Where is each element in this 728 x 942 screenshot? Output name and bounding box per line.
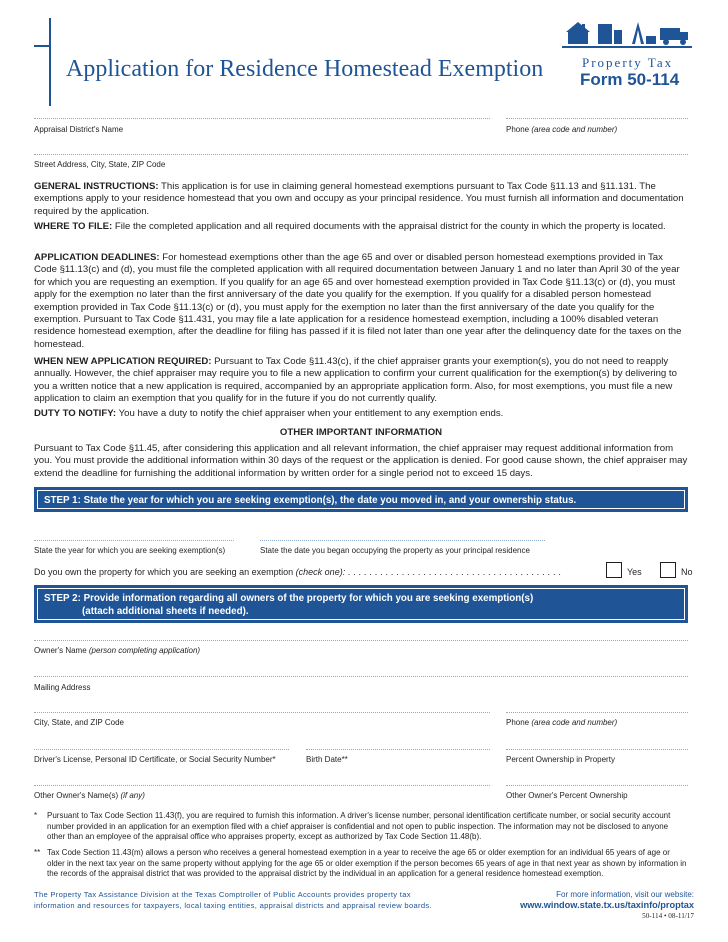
step1-heading: STEP 1: State the year for which you are seeking exemption(s), the date you moved in, and your ownership status. xyxy=(37,490,685,509)
step2-heading xyxy=(37,588,685,620)
exemption-year-line[interactable] xyxy=(34,540,234,541)
move-in-date-label: State the date you began occupying the property as your principal residence xyxy=(260,546,530,555)
footnote-2-mark: ** xyxy=(34,848,41,857)
ownership-yes-label: Yes xyxy=(627,567,642,577)
step2-heading-line2: (attach additional sheets if needed). xyxy=(82,606,249,617)
license-number-label: Driver's License, Personal ID Certificate, or Social Security Number* xyxy=(34,755,276,764)
application-deadlines: APPLICATION DEADLINES: For homestead exemptions other than the age 65 and over or disabled person homestead exemptions provided in Tax Code §11.13(c) and (d), you must file the completed application with all required documentation between January 1 and no later than April 30 of the year for which you are requesting an exemption. If you qualify for an age 65 and over homestead exemption provided in Tax Code §11.13(c) or (d), you must apply for the exemption no later than the first anniversary of the date you qualify for the exemption. If you qualify for a disabled person homestead exemption provided in Tax Code §11.13(c) or (d), you must apply for the exemption no later than the first anniversary of the date you qualify for the exemption. Pursuant to Tax Code §11.431, you may file a late application for a residence homestead exemption, including a 100% disabled veteran residence homestead exemption, after the deadline for filing has passed if it is filed not later than one year after the delinquency date for the taxes on the homestead. xyxy=(34,252,682,350)
duty-to-notify: DUTY TO NOTIFY: You have a duty to notify the chief appraiser when your entitlement to any exemption ends. xyxy=(34,408,504,419)
other-info-heading: OTHER IMPORTANT INFORMATION xyxy=(279,427,443,438)
footer-website xyxy=(520,889,694,911)
ownership-yes-checkbox[interactable] xyxy=(606,562,622,578)
other-owner-percent-label: Other Owner's Percent Ownership xyxy=(506,791,628,800)
footnote-2: Tax Code Section 11.43(m) allows a person who receives a general homestead exemption in a year to receive the age 65 or older exemption for an individual 65 years of age or older in the next tax year on the same property without applying for the age 65 or older exemption if the person becomes 65 years of age in that next year as shown by information in the records of the appraisal district that was provided to the appraisal district by the individual in an application for a general residence homestead exemption. xyxy=(47,848,687,878)
footer-left-line1: The Property Tax Assistance Division at the Texas Comptroller of Public Accounts provides property tax xyxy=(34,890,411,899)
owner-phone-label: Phone (area code and number) xyxy=(506,718,618,727)
other-owner-names-line[interactable] xyxy=(34,785,490,786)
ownership-question: Do you own the property for which you are seeking an exemption (check one): . . . . . . . . . . . . . . . . . . . . . . . . . . . . . . . . . . . . . . . . xyxy=(34,567,562,577)
owner-name-label: Owner's Name (person completing application) xyxy=(34,646,201,655)
page-title: Application for Residence Homestead Exemption xyxy=(66,56,544,82)
other-owner-percent-line[interactable] xyxy=(506,785,688,786)
form-number: Form 50-114 xyxy=(580,70,680,89)
footer-left-line2: information and resources for taxpayers, local taxing entities, appraisal districts and appraisal review boards. xyxy=(34,901,432,910)
district-name-label: Appraisal District's Name xyxy=(34,125,124,134)
website-link[interactable]: www.window.state.tx.us/taxinfo/proptax xyxy=(520,900,694,910)
footnote-1-mark: * xyxy=(34,811,38,820)
step2-bar xyxy=(34,585,688,623)
category-label: Property Tax xyxy=(582,55,674,70)
property-skyline-icon xyxy=(562,16,692,50)
license-number-line[interactable] xyxy=(34,749,289,750)
other-owner-names-label: Other Owner's Name(s) (if any) xyxy=(34,791,145,800)
owner-name-line[interactable] xyxy=(34,640,688,641)
new-application-required: WHEN NEW APPLICATION REQUIRED: Pursuant to Tax Code §11.43(c), if the chief appraiser grants your exemption(s), you do not need to reapply annually. However, the chief appraiser may require you to file a new application to confirm your current qualification for the exemption(s) by delivering to you a written notice that a new application is required, accompanied by an appropriate application form. Also, for most exemptions, you must file a new application to claim an exemption that you qualify for in the future if you do not currently qualify. xyxy=(34,356,677,405)
footer-right-line1: For more information, visit our website: xyxy=(556,890,694,899)
ownership-no-label: No xyxy=(681,567,693,577)
step2-heading-line1: STEP 2: Provide information regarding all owners of the property for which you are seeking exemption(s) xyxy=(44,593,534,604)
move-in-date-line[interactable] xyxy=(260,540,545,541)
footer-division-info xyxy=(34,889,432,911)
city-state-zip-label: City, State, and ZIP Code xyxy=(34,718,124,727)
percent-ownership-label: Percent Ownership in Property xyxy=(506,755,615,764)
birth-date-line[interactable] xyxy=(306,749,490,750)
exemption-year-label: State the year for which you are seeking exemption(s) xyxy=(34,546,226,555)
other-info-body: Pursuant to Tax Code §11.45, after considering this application and all relevant information, the chief appraiser may request additional information from you. You must provide the additional information within 30 days of the request or the application is denied. For good cause shown, the chief appraiser may extend the deadline for furnishing the additional information by written order for a single period not to exceed 15 days. xyxy=(34,443,688,479)
percent-ownership-line[interactable] xyxy=(506,749,688,750)
footnote-1: Pursuant to Tax Code Section 11.43(f), you are required to furnish this information. A driver's license number, personal identification certificate number, or social security account number provided in an application for an exemption filed with a chief appraiser is confidential and not open to public inspection. The information may not be disclosed to anyone other than an employee of the appraisal office who appraises property, except as authorized by Tax Code Section 11.48(b). xyxy=(47,811,671,841)
district-name-line[interactable] xyxy=(34,118,490,119)
header-tick-rule xyxy=(34,45,50,47)
mailing-address-line[interactable] xyxy=(34,676,688,677)
district-phone-label: Phone (area code and number) xyxy=(506,125,618,134)
mailing-address-label: Mailing Address xyxy=(34,683,91,692)
owner-phone-line[interactable] xyxy=(506,712,688,713)
step1-bar xyxy=(34,487,688,512)
ownership-no-checkbox[interactable] xyxy=(660,562,676,578)
city-state-zip-line[interactable] xyxy=(34,712,490,713)
general-instructions: GENERAL INSTRUCTIONS: This application is for use in claiming general homestead exemptions pursuant to Tax Code §11.13 and §11.131. The exemptions apply to your residence homestead that you own and occupy as your principal residence. You must furnish all information and documentation required by the application. xyxy=(34,181,684,217)
where-to-file: WHERE TO FILE: File the completed application and all required documents with the appraisal district for the county in which the property is located. xyxy=(34,221,666,232)
district-address-line[interactable] xyxy=(34,154,688,155)
district-address-label: Street Address, City, State, ZIP Code xyxy=(34,160,166,169)
header-vertical-rule xyxy=(49,18,51,106)
form-code: 50-114 • 08-11/17 xyxy=(642,912,694,920)
district-phone-line[interactable] xyxy=(506,118,688,119)
birth-date-label: Birth Date** xyxy=(306,755,348,764)
